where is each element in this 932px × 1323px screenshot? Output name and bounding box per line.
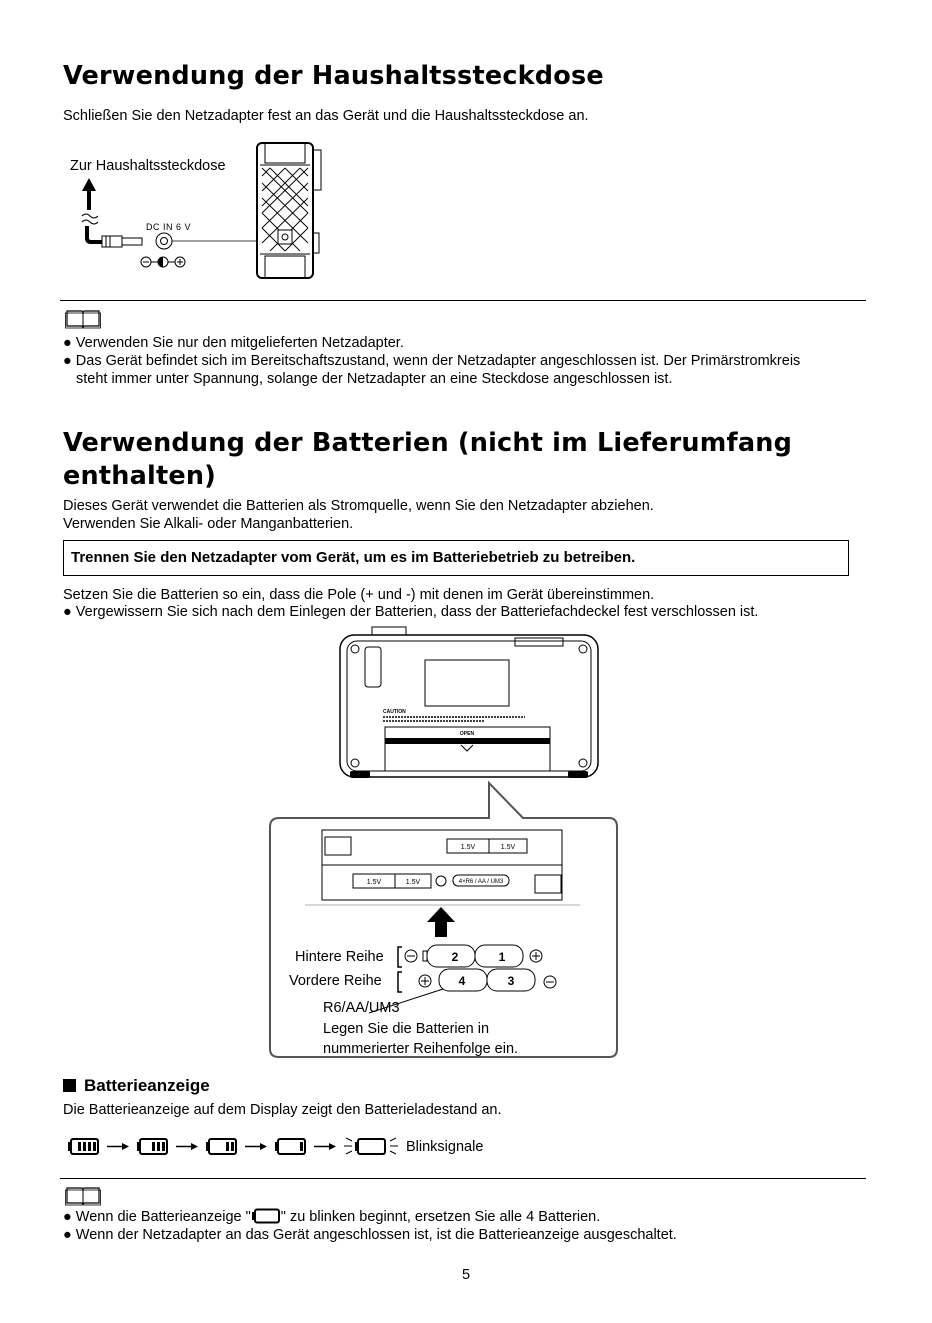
battery-bar bbox=[226, 1142, 229, 1151]
note-text: Das Gerät befindet sich im Bereitschaftszustand, wenn der Netzadapter angeschlossen ist. Der Primärstromkreis bbox=[75, 353, 801, 369]
book-icon bbox=[65, 1186, 101, 1206]
battery-bar bbox=[93, 1142, 96, 1151]
batteries-intro-line1: Dieses Gerät verwendet die Batterien als Stromquelle, wenn Sie den Netzadapter abziehen. bbox=[63, 498, 654, 514]
battery-note-2: ● Wenn der Netzadapter an das Gerät angeschlossen ist, ist die Batterieanzeige ausgeschaltet. bbox=[63, 1227, 677, 1243]
arrow-right-icon bbox=[314, 1143, 336, 1150]
battery-bar bbox=[162, 1142, 165, 1151]
square-bullet-icon bbox=[63, 1079, 76, 1092]
cover-bullet-text: Vergewissern Sie sich nach dem Einlegen der Batterien, dass der Batteriefachdeckel fest verschlossen ist. bbox=[75, 604, 759, 620]
adapter-arrow-label: Zur Haushaltssteckdose bbox=[70, 158, 226, 174]
cell-label: 1.5V bbox=[460, 844, 476, 851]
battery-icon bbox=[251, 1208, 281, 1224]
insert-instruction: Setzen Sie die Batterien so ein, dass die Pole (+ und -) mit denen im Gerät übereinstimmen. bbox=[63, 587, 655, 603]
blink-marks-icon bbox=[344, 1138, 398, 1154]
front-row-label: Vordere Reihe bbox=[289, 973, 382, 989]
battery-bar bbox=[300, 1142, 303, 1151]
arrow-right-icon bbox=[176, 1143, 198, 1150]
battery-2 bbox=[423, 945, 475, 967]
battery-level-icon bbox=[137, 1139, 167, 1154]
battery-type-label: R6/AA/UM3 bbox=[323, 1000, 400, 1016]
battery-indicator-heading bbox=[63, 1076, 210, 1096]
battery-level-icon bbox=[68, 1139, 98, 1154]
note-text: Wenn der Netzadapter an das Gerät angeschlossen ist, ist die Batterieanzeige ausgeschaltet. bbox=[75, 1227, 677, 1243]
order-instruction-line1: Legen Sie die Batterien in bbox=[323, 1021, 490, 1037]
battery-number: 2 bbox=[451, 950, 459, 964]
battery-3 bbox=[487, 969, 535, 991]
rear-row-label: Hintere Reihe bbox=[295, 949, 384, 965]
battery-compartment-diagram bbox=[265, 625, 625, 1065]
battery-number: 1 bbox=[498, 950, 506, 964]
battery-level-icon bbox=[275, 1139, 305, 1154]
section-intro-mains: Schließen Sie den Netzadapter fest an das Gerät und die Haushaltssteckdose an. bbox=[63, 108, 589, 124]
radio-rear-view bbox=[340, 627, 598, 778]
arrow-right-icon bbox=[107, 1143, 129, 1150]
note-text: Verwenden Sie nur den mitgelieferten Netzadapter. bbox=[75, 335, 404, 351]
arrow-up-icon bbox=[82, 178, 96, 210]
ac-adapter-diagram bbox=[60, 138, 340, 283]
battery-level-icon bbox=[355, 1139, 385, 1154]
battery-1 bbox=[475, 945, 523, 967]
battery-indicator-title: Batterieanzeige bbox=[84, 1076, 210, 1095]
section-title-mains: Verwendung der Haushaltssteckdose bbox=[63, 61, 604, 91]
section-title-batteries-line2: enthalten) bbox=[63, 461, 217, 491]
note-text: " zu blinken beginnt, ersetzen Sie alle 4 Batterien. bbox=[280, 1209, 601, 1225]
arrow-right-icon bbox=[245, 1143, 267, 1150]
cell-label: 1.5V bbox=[500, 844, 516, 851]
open-label: OPEN bbox=[459, 731, 475, 737]
battery-4 bbox=[439, 969, 487, 991]
battery-bar bbox=[78, 1142, 81, 1151]
book-icon bbox=[65, 309, 101, 329]
dc-jack-label: DC IN 6 V bbox=[146, 222, 192, 232]
divider-line bbox=[60, 1178, 866, 1179]
battery-level-sequence bbox=[63, 1133, 484, 1161]
note-item: ● Das Gerät befindet sich im Bereitschaftszustand, wenn der Netzadapter angeschlossen ist. Der Primärstromkreis bbox=[63, 353, 801, 369]
section-title-batteries: Verwendung der Batterien (nicht im Lieferumfang bbox=[63, 428, 793, 458]
blink-label: Blinksignale bbox=[406, 1139, 484, 1155]
battery-bar bbox=[157, 1142, 160, 1151]
divider-line bbox=[60, 300, 866, 301]
battery-bar bbox=[231, 1142, 234, 1151]
order-instruction-line2: nummerierter Reihenfolge ein. bbox=[323, 1041, 519, 1057]
batteries-intro-line2: Verwenden Sie Alkali- oder Manganbatterien. bbox=[63, 516, 354, 532]
boxed-notice: Trennen Sie den Netzadapter vom Gerät, um es im Batteriebetrieb zu betreiben. bbox=[63, 540, 849, 576]
battery-indicator-intro: Die Batterieanzeige auf dem Display zeigt den Batterieladestand an. bbox=[63, 1102, 502, 1118]
polarity-symbol bbox=[141, 257, 185, 267]
battery-number: 4 bbox=[458, 974, 466, 988]
battery-number: 3 bbox=[507, 974, 515, 988]
battery-bar bbox=[83, 1142, 86, 1151]
note-item: ● Verwenden Sie nur den mitgelieferten Netzadapter. bbox=[63, 335, 404, 351]
caution-label: CAUTION bbox=[383, 709, 406, 715]
cell-label: 1.5V bbox=[405, 879, 421, 886]
radio-side-view bbox=[257, 143, 321, 278]
battery-bar bbox=[88, 1142, 91, 1151]
note-text: Wenn die Batterieanzeige " bbox=[75, 1209, 251, 1225]
page-number: 5 bbox=[462, 1267, 471, 1283]
battery-note-1: ● Wenn die Batterieanzeige " " zu blinken beginnt, ersetzen Sie alle 4 Batterien. bbox=[63, 1209, 601, 1225]
battery-bar bbox=[152, 1142, 155, 1151]
note-text-continued: steht immer unter Spannung, solange der Netzadapter an eine Steckdose angeschlossen ist. bbox=[76, 371, 673, 387]
cover-bullet: ● Vergewissern Sie sich nach dem Einlegen der Batterien, dass der Batteriefachdeckel fest verschlossen ist. bbox=[63, 604, 759, 620]
battery-spec-label: 4×R6 / AA / UM3 bbox=[458, 879, 504, 885]
cell-label: 1.5V bbox=[366, 879, 382, 886]
battery-level-icon bbox=[206, 1139, 236, 1154]
